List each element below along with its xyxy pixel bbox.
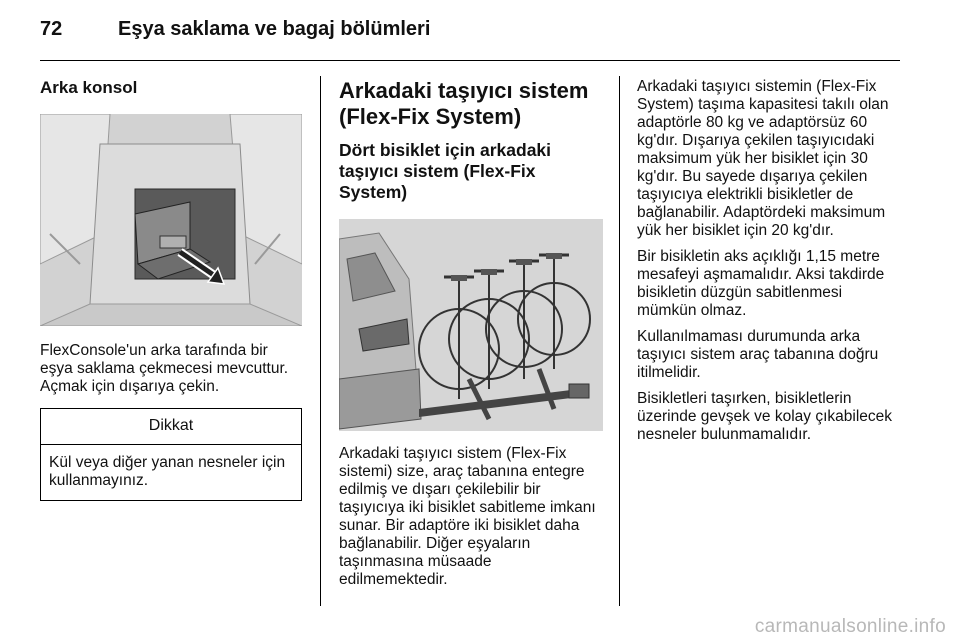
page-number: 72	[40, 18, 63, 40]
column-flex-fix	[339, 78, 603, 597]
rear-console-drawer-illustration	[40, 114, 302, 326]
section-title: Arka konsol	[40, 78, 138, 97]
stowage-paragraph: Kullanılmaması durumunda arka taşıyıcı sistem araç tabanına doğru itilmelidir.	[637, 328, 879, 381]
axle-distance-paragraph: Bir bisikletin aks açıklığı 1,15 metre mesafeyi aşmamalıdır. Aksi takdirde bisikletin düzgün sabitlenmesi mümkün olmaz.	[637, 248, 885, 319]
notice-body: Kül veya diğer yanan nesneler için kullanmayınız.	[49, 454, 286, 489]
caution-notice	[40, 408, 302, 501]
column-divider-1	[320, 76, 321, 606]
notice-title: Dikkat	[41, 409, 301, 445]
column-divider-2	[619, 76, 620, 606]
capacity-paragraph: Arkadaki taşıyıcı sistemin (Flex-Fix System) taşıma kapasitesi takılı olan adaptörle 80 kg ve adaptörsüz 60 kg'dır. Dışarıya çekilen taşıyıcıdaki maksimum yük her bisiklet için 30 kg'dır. Bu sayede dışarıya çekilen taşıyıcıya elektrikli bisikletler de bağlanabilir. Adaptördeki maksimum yük her bisiklet için 20 kg'dır.	[637, 78, 889, 239]
column-rear-console	[40, 78, 302, 501]
rear-console-paragraph: FlexConsole'un arka tarafında bir eşya saklama çekmecesi mevcuttur. Açmak için dışarıya çekin.	[40, 342, 289, 395]
section-title: Arkadaki taşıyıcı sistem (Flex-Fix System)	[339, 78, 589, 129]
watermark: carmanualsonline.info	[754, 616, 946, 637]
subsection-title: Dört bisiklet için arkadaki taşıyıcı sistem (Flex-Fix System)	[339, 140, 552, 202]
loose-objects-paragraph: Bisikletleri taşırken, bisikletlerin üzerinde gevşek ve kolay çıkabilecek nesneler bulunmamalıdır.	[637, 390, 893, 443]
bicycle-carrier-illustration	[339, 219, 603, 431]
column-capacity	[637, 78, 903, 452]
chapter-title: Eşya saklama ve bagaj bölümleri	[118, 18, 431, 40]
flex-fix-paragraph: Arkadaki taşıyıcı sistem (Flex-Fix sistemi) size, araç tabanına entegre edilmiş ve dışarı çekilebilir bir taşıyıcıya iki bisiklet sabitleme imkanı sunar. Bir adaptöre iki bisiklet daha bağlanabilir. Diğer eşyaların taşınmasına müsaade edilmemektedir.	[339, 445, 596, 588]
header-rule	[40, 60, 900, 61]
